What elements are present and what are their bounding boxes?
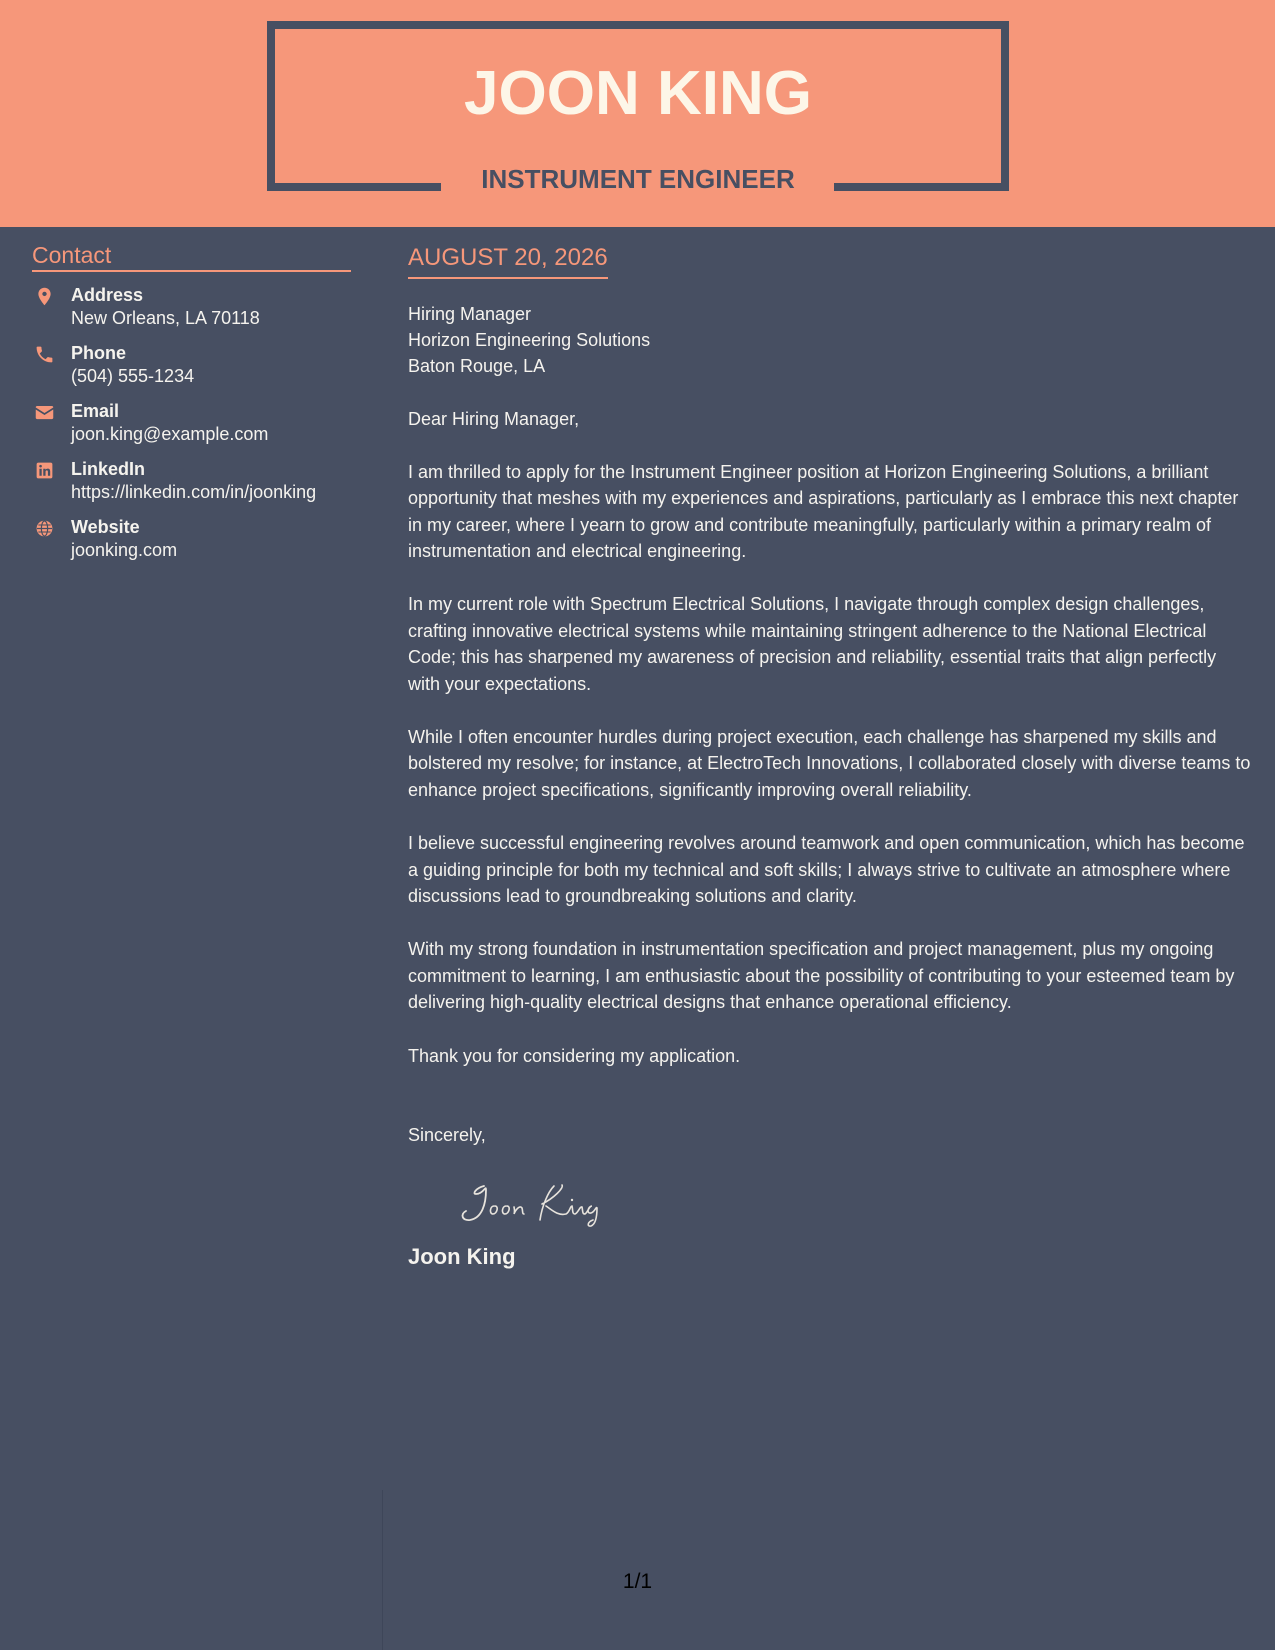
phone-value: (504) 555-1234 bbox=[71, 366, 195, 387]
contact-website bbox=[32, 516, 351, 562]
linkedin-label: LinkedIn bbox=[71, 459, 146, 480]
email-label: Email bbox=[71, 401, 120, 422]
closing: Sincerely, bbox=[408, 1125, 486, 1146]
letter-date: AUGUST 20, 2026 bbox=[408, 244, 608, 279]
frame-top-border bbox=[267, 21, 1009, 29]
contact-heading: Contact bbox=[32, 242, 351, 272]
contact-linkedin bbox=[32, 458, 351, 504]
header-banner bbox=[0, 0, 1275, 227]
phone-icon bbox=[34, 344, 55, 365]
letter-body bbox=[408, 244, 1253, 1271]
paragraph-5: With my strong foundation in instrumentation specification and project management, plus my ongoing commitment to learning, I am enthusiastic about the possibility of contributing to your esteemed team by delivering high-quality electrical designs that enhance operational efficiency. bbox=[408, 939, 1235, 1013]
page-number: 1/1 bbox=[622, 1570, 653, 1593]
recipient-location: Baton Rouge, LA bbox=[408, 355, 546, 376]
contact-address bbox=[32, 284, 351, 330]
recipient-company: Horizon Engineering Solutions bbox=[408, 329, 651, 350]
website-label: Website bbox=[71, 517, 140, 538]
paragraph-2: In my current role with Spectrum Electrical Solutions, I navigate through complex design challenges, crafting innovative electrical systems while maintaining stringent adherence to the National Electrical Code; this has sharpened my awareness of precision and reliability, essential traits that align perfectly with your expectations. bbox=[408, 594, 1217, 694]
contact-email bbox=[32, 400, 351, 446]
globe-icon bbox=[34, 518, 55, 539]
applicant-name: JOON KING bbox=[464, 59, 812, 128]
paragraph-thanks: Thank you for considering my application. bbox=[408, 1045, 741, 1066]
paragraph-1: I am thrilled to apply for the Instrument Engineer position at Horizon Engineering Solutions, a brilliant opportunity that meshes with my experiences and aspirations, particularly as I embrace this next chapter in my career, where I yearn to grow and contribute meaningfully, particularly within a primary realm of instrumentation and electrical engineering. bbox=[408, 461, 1239, 562]
linkedin-value: https://linkedin.com/in/joonking bbox=[71, 482, 317, 503]
map-pin-icon bbox=[34, 286, 55, 307]
linkedin-icon bbox=[34, 460, 55, 481]
job-title: INSTRUMENT ENGINEER bbox=[481, 164, 795, 194]
paragraph-3: While I often encounter hurdles during project execution, each challenge has sharpened my skills and bolstered my resolve; for instance, at ElectroTech Innovations, I collaborated closely with diverse teams to enhance project specifications, significantly improving overall reliability. bbox=[408, 727, 1251, 800]
website-value: joonking.com bbox=[71, 540, 178, 561]
paragraph-4: I believe successful engineering revolves around teamwork and open communication, which has become a guiding principle for both my technical and soft skills; I always strive to cultivate an atmosphere where discussions lead to groundbreaking solutions and clarity. bbox=[408, 833, 1245, 907]
salutation: Dear Hiring Manager, bbox=[408, 408, 580, 429]
email-value: joon.king@example.com bbox=[71, 424, 269, 445]
contact-sidebar bbox=[32, 242, 351, 562]
recipient-block bbox=[408, 301, 1253, 379]
signed-name: Joon King bbox=[408, 1244, 516, 1270]
phone-label: Phone bbox=[71, 343, 127, 364]
envelope-icon bbox=[34, 402, 55, 423]
recipient-name: Hiring Manager bbox=[408, 303, 532, 324]
address-label: Address bbox=[71, 285, 144, 306]
contact-phone bbox=[32, 342, 351, 388]
address-value: New Orleans, LA 70118 bbox=[71, 308, 260, 329]
handwritten-signature bbox=[456, 1176, 626, 1230]
